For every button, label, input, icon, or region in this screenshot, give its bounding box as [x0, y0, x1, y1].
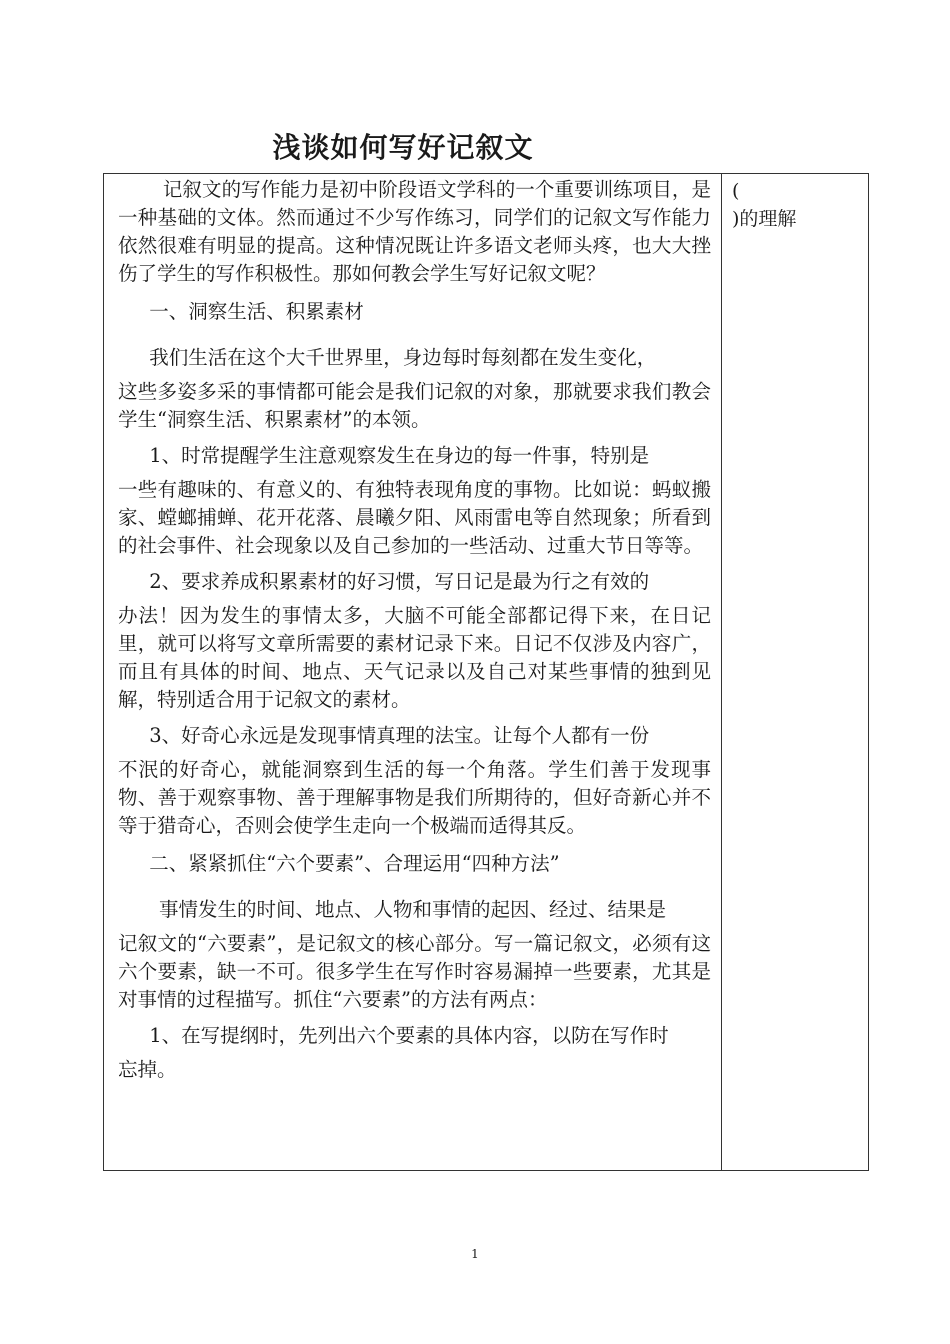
paragraph-point-3	[118, 722, 711, 840]
intro-paragraph: 记叙文的写作能力是初中阶段语文学科的一个重要训练项目，是一种基础的文体。然而通过不少写作练习，同学们的记叙文写作能力依然很难有明显的提高。这种情况既让许多语文老师头疼，也大大挫伤了学生的写作积极性。那如何教会学生写好记叙文呢？	[118, 178, 711, 285]
side-note-cell	[722, 174, 869, 1171]
main-text-cell	[104, 174, 722, 1171]
paragraph-line: 1、在写提纲时，先列出六个要素的具体内容，以防在写作时	[149, 1024, 669, 1047]
paragraph-continuation: 这些多姿多采的事情都可能会是我们记叙的对象，那就要求我们教会学生“洞察生活、积累素材”的本领。	[118, 380, 711, 431]
paragraph-line: 事情发生的时间、地点、人物和事情的起因、经过、结果是	[158, 898, 666, 921]
paragraph-continuation: 一些有趣味的、有意义的、有独特表现角度的事物。比如说：蚂蚁搬家、螳螂捕蝉、花开花落、晨曦夕阳、风雨雷电等自然现象；所看到的社会事件、社会现象以及自己参加的一些活动、过重大节日等等。	[118, 478, 711, 557]
document-title: 浅谈如何写好记叙文	[272, 131, 534, 164]
paragraph-continuation: 记叙文的“六要素”，是记叙文的核心部分。写一篇记叙文，必须有这六个要素，缺一不可。很多学生在写作时容易漏掉一些要素，尤其是对事情的过程描写。抓住“六要素”的方法有两点：	[118, 932, 711, 1011]
side-note-line: (	[732, 180, 740, 202]
paragraph-six-elements	[118, 896, 711, 1014]
side-note-line: )的理解	[732, 208, 797, 230]
paragraph-life	[118, 344, 711, 434]
page-number: 1	[471, 1247, 479, 1261]
main-text	[104, 176, 721, 1084]
side-note	[722, 174, 868, 233]
paragraph-line: 3、好奇心永远是发现事情真理的法宝。让每个人都有一份	[149, 724, 650, 747]
content-table	[103, 173, 869, 1171]
paragraph-continuation: 不泯的好奇心，就能洞察到生活的每一个角落。学生们善于发现事物、善于观察事物、善于理解事物是我们所期待的，但好奇新心并不等于猎奇心，否则会使学生走向一个极端而适得其反。	[118, 758, 711, 837]
paragraph-line: 1、时常提醒学生注意观察发生在身边的每一件事，特别是	[149, 444, 650, 467]
paragraph-point-1	[118, 442, 711, 560]
paragraph-line: 2、要求养成积累素材的好习惯，写日记是最为行之有效的	[149, 570, 650, 593]
paragraph-continuation: 忘掉。	[118, 1058, 177, 1081]
paragraph-line: 我们生活在这个大千世界里，身边每时每刻都在发生变化，	[149, 346, 657, 369]
paragraph-continuation: 办法！因为发生的事情太多，大脑不可能全部都记得下来，在日记里，就可以将写文章所需要的素材记录下来。日记不仅涉及内容广，而且有具体的时间、地点、天气记录以及自己对某些事情的独到见解，特别适合用于记叙文的素材。	[118, 604, 711, 711]
paragraph-outline	[118, 1022, 711, 1084]
section-heading-1: 一、洞察生活、积累素材	[149, 300, 364, 323]
section-heading-2: 二、紧紧抓住“六个要素”、合理运用“四种方法”	[149, 852, 560, 875]
paragraph-point-2	[118, 568, 711, 714]
